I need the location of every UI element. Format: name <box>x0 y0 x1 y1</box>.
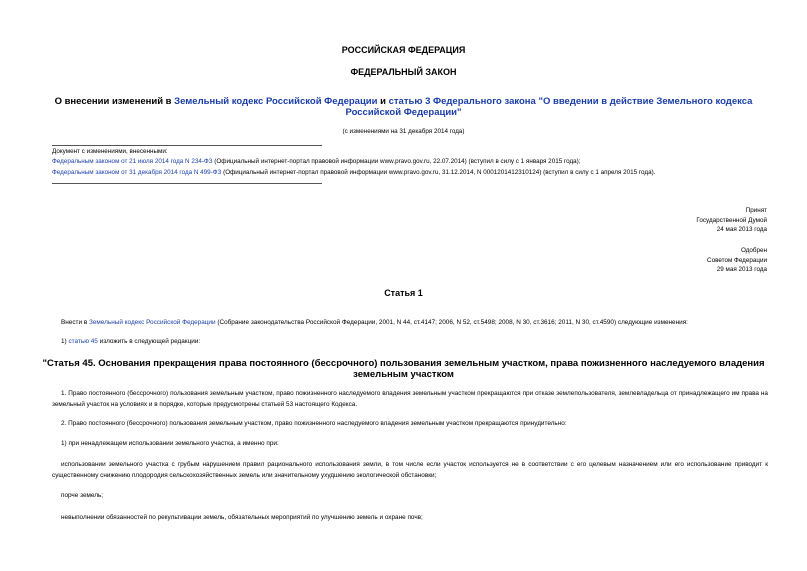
article45-paragraph-5: порче земель; <box>61 492 104 499</box>
change-item: Федеральным законом от 31 декабря 2014 года N 499-ФЗ (Официальный интернет-портал правовой информации www.pravo.gov.ru, 31.12.2014, N 0001201412310124) (вступил в силу с 1 апреля 2015 года). <box>52 169 656 176</box>
land-code-link[interactable]: Земельный кодекс Российской Федерации <box>88 319 216 326</box>
changes-top-divider <box>52 145 322 146</box>
law-499-link[interactable]: Федеральным законом от 31 декабря 2014 года N 499-ФЗ <box>52 169 222 176</box>
land-code-link[interactable]: Земельный кодекс Российской Федерации <box>174 96 378 107</box>
changes-bottom-divider <box>52 183 322 184</box>
changes-intro: Документ с изменениями, внесенными: <box>52 148 168 155</box>
law-234-link[interactable]: Федеральным законом от 21 июля 2014 года N 234-ФЗ <box>52 158 213 165</box>
approved-block: Одобрен Советом Федерации 29 мая 2013 года <box>707 247 767 273</box>
article45-paragraph-6: невыполнении обязанностей по рекультивации земель, обязательных мероприятий по улучшению земель и охране почв; <box>61 514 423 521</box>
article45-paragraph-2: 2. Право постоянного (бессрочного) пользования земельным участком, право пожизненного наследуемого владения земельным участком прекращаются принудительно: <box>61 420 567 427</box>
article45-paragraph-1: 1. Право постоянного (бессрочного) пользования земельным участком, право пожизненного наследуемого владения земельным участком прекращаются при отказе землепользователя, землевладельца от принадлежащего им права на земельный участок на условиях и в порядке, которые предусмотрены статьей 53 настоящего Кодекса. <box>52 390 768 408</box>
article45-paragraph-3: 1) при ненадлежащем использовании земельного участка, а именно при: <box>61 440 279 447</box>
edition-note: (с изменениями на 31 декабря 2014 года) <box>342 128 465 135</box>
law-title: О внесении изменений в Земельный кодекс Российской Федерации и статью 3 Федерального закона "О введении в действие Земельного кодекса Российской Федерации" <box>54 96 753 118</box>
article45-title: "Статья 45. Основания прекращения права постоянного (бессрочного) пользования земельным участком, права пожизненного наследуемого владения земельным участком <box>42 358 765 380</box>
accepted-block: Принят Государственной Думой 24 мая 2013 года <box>696 207 767 233</box>
article1-heading: Статья 1 <box>384 288 423 298</box>
federation-heading: РОССИЙСКАЯ ФЕДЕРАЦИЯ <box>341 45 466 55</box>
article45-link[interactable]: статью 45 <box>68 338 98 345</box>
article45-paragraph-4: использовании земельного участка с грубым нарушением правил рационального использования земли, в том числе если участок используется не в соответствии с его целевым назначением или его использование приводит к существенному снижению плодородия сельскохозяйственных земель или значительному ухудшению экологической обстановки; <box>52 461 768 479</box>
article3-law-link[interactable]: статью 3 Федерального закона "О введении в действие Земельного кодекса Российской Федерации" <box>345 96 753 118</box>
law-type-heading: ФЕДЕРАЛЬНЫЙ ЗАКОН <box>350 67 457 77</box>
article1-item1: 1) статью 45 изложить в следующей редакции: <box>61 338 201 345</box>
change-item: Федеральным законом от 21 июля 2014 года N 234-ФЗ (Официальный интернет-портал правовой информации www.pravo.gov.ru, 22.07.2014) (вступил в силу с 1 января 2015 года); <box>52 158 581 165</box>
article1-intro: Внести в Земельный кодекс Российской Федерации (Собрание законодательства Российской Федерации, 2001, N 44, ст.4147; 2006, N 52, ст.5498; 2008, N 30, ст.3616; 2011, N 30, ст.4590) следующие изменения: <box>61 319 688 326</box>
